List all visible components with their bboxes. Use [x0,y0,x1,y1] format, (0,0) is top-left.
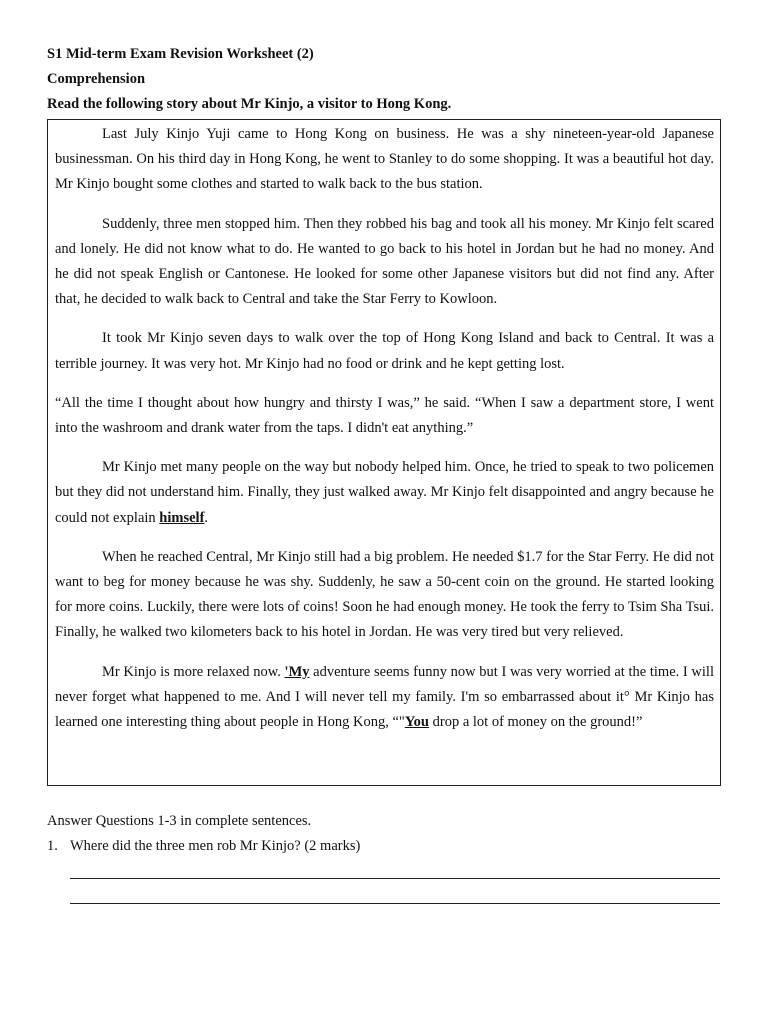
story-paragraph-5-text: Mr Kinjo met many people on the way but nobody helped him. Once, he tried to speak to two policemen but they did not understand him. Finally, they just walked away. Mr Kinjo felt disappointed and angry because he could not explain [55,459,714,526]
underlined-word-my: 'My [284,663,310,680]
story-box [47,119,721,786]
story-paragraph-5 [55,455,714,531]
story-paragraph-7-middle: adventure seems funny now but I was very worried at the time. I will never forget what happened to me. And I will never tell my family. I'm so embarrassed about it° Mr Kinjo has learned one interesting thing about people in Hong Kong, “" [55,663,714,731]
story-paragraph-2: Suddenly, three men stopped him. Then they robbed his bag and took all his money. Mr Kinjo felt scared and lonely. He did not know what to do. He wanted to go back to his hotel in Jordan but he had no money. And he did not speak English or Cantonese. He looked for some other Japanese visitors but did not find any. After that, he decided to walk back to Central and take the Star Ferry to Kowloon. [55,215,714,308]
story-paragraph-7-start: Mr Kinjo is more relaxed now. [102,663,285,680]
story-paragraph-7 [55,660,714,736]
underlined-word-himself: himself [159,509,205,526]
story-paragraph-7-end: drop a lot of money on the ground!” [429,714,643,731]
reading-instruction: Read the following story about Mr Kinjo, a visitor to Hong Kong. [47,96,452,112]
story-paragraph-3: It took Mr Kinjo seven days to walk over the top of Hong Kong Island and back to Central. It was a terrible journey. It was very hot. Mr Kinjo had no food or drink and he kept getting lost. [55,330,714,372]
story-paragraph-6: When he reached Central, Mr Kinjo still had a big problem. He needed $1.7 for the Star Ferry. He did not want to beg for money because he was shy. Suddenly, he saw a 50-cent coin on the ground. He started looking for more coins. Luckily, there were lots of coins! Soon he had enough money. He took the ferry to Tsim Sha Tsui. Finally, he walked two kilometers back to his hotel in Jordan. He was very tired but very relieved. [55,548,714,641]
question-1-number: 1. [47,838,58,854]
section-heading: Comprehension [47,71,146,87]
answer-instruction: Answer Questions 1-3 in complete sentences. [47,813,312,829]
worksheet-title: S1 Mid-term Exam Revision Worksheet (2) [47,46,314,62]
question-1 [47,837,360,855]
question-1-text: Where did the three men rob Mr Kinjo? (2 marks) [70,838,361,854]
answer-line-2[interactable] [70,903,720,904]
underlined-word-you: You [404,714,429,731]
answer-line-1[interactable] [70,878,720,879]
story-paragraph-4: “All the time I thought about how hungry and thirsty I was,” he said. “When I saw a department store, I went into the washroom and drank water from the taps. I didn't eat anything.” [55,394,714,437]
story-paragraph-1: Last July Kinjo Yuji came to Hong Kong on business. He was a shy nineteen-year-old Japanese businessman. On his third day in Hong Kong, he went to Stanley to do some shopping. It was a beautiful hot day. Mr Kinjo bought some clothes and started to walk back to the bus station. [55,126,714,193]
story-paragraph-5-end: . [204,509,209,526]
